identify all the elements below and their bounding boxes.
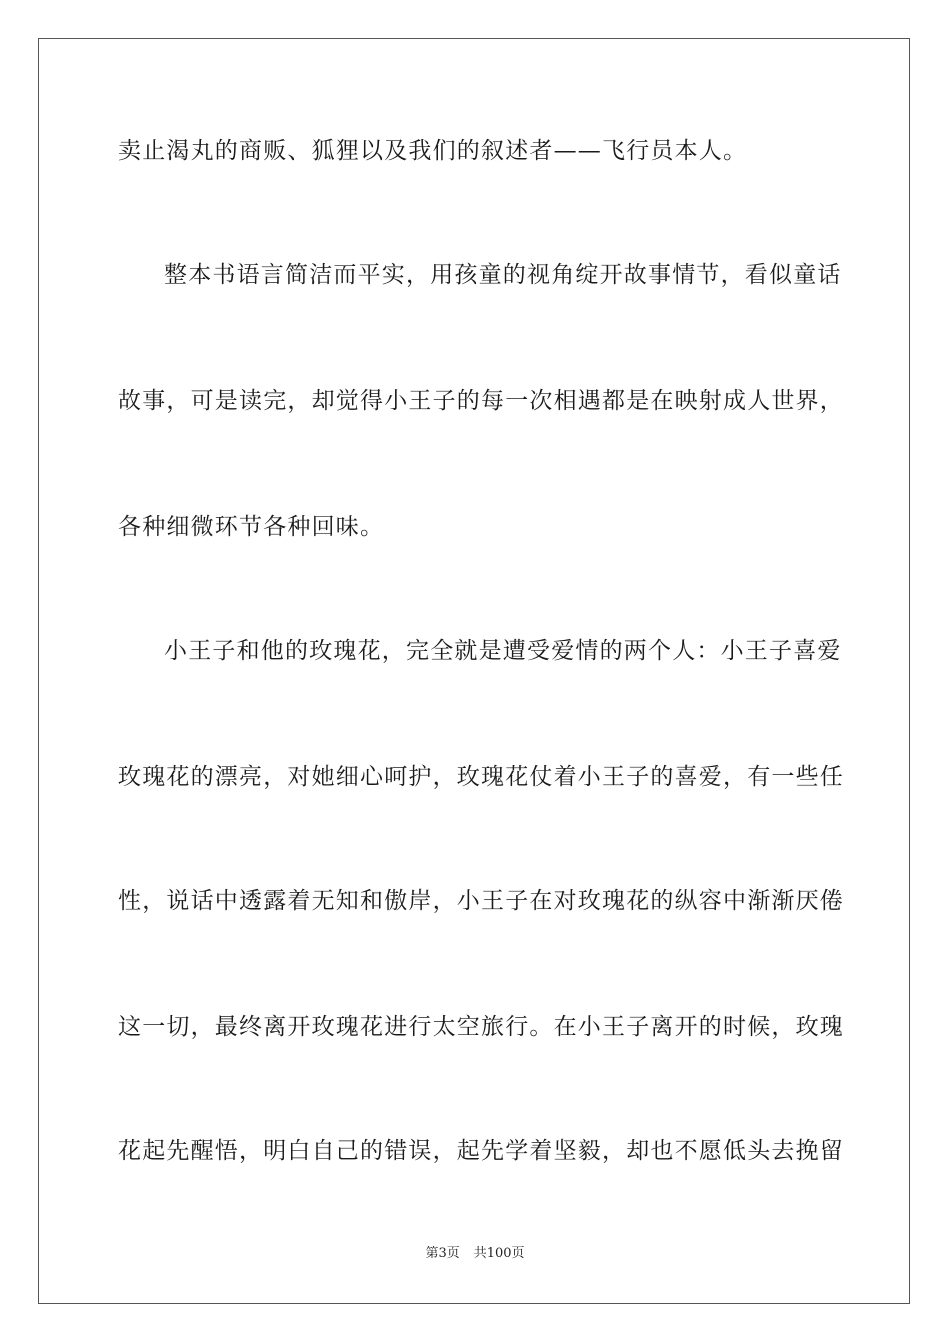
text-line: 性，说话中透露着无知和傲岸，小王子在对玫瑰花的纵容中渐渐厌倦: [118, 888, 844, 914]
text-line: 玫瑰花的漂亮，对她细心呵护，玫瑰花仗着小王子的喜爱，有一些任: [118, 764, 844, 790]
page-total: 共100页: [473, 1246, 525, 1261]
text-line: 花起先醒悟，明白自己的错误，起先学着坚毅，却也不愿低头去挽留: [118, 1138, 844, 1164]
page-number: 第3页: [425, 1246, 460, 1261]
text-line: 各种细微环节各种回味。: [118, 514, 385, 540]
text-line: 故事，可是读完，却觉得小王子的每一次相遇都是在映射成人世界，: [118, 388, 844, 414]
text-line: 这一切，最终离开玫瑰花进行太空旅行。在小王子离开的时候，玫瑰: [118, 1014, 844, 1040]
page-footer: [0, 1245, 950, 1263]
paragraph-first-line: 小王子和他的玫瑰花，完全就是遭受爱情的两个人：小王子喜爱: [164, 638, 842, 664]
paragraph-first-line: 整本书语言简洁而平实，用孩童的视角绽开故事情节，看似童话: [164, 262, 842, 288]
text-line: 卖止渴丸的商贩、狐狸以及我们的叙述者——飞行员本人。: [118, 138, 748, 164]
page-frame: [38, 38, 910, 1304]
